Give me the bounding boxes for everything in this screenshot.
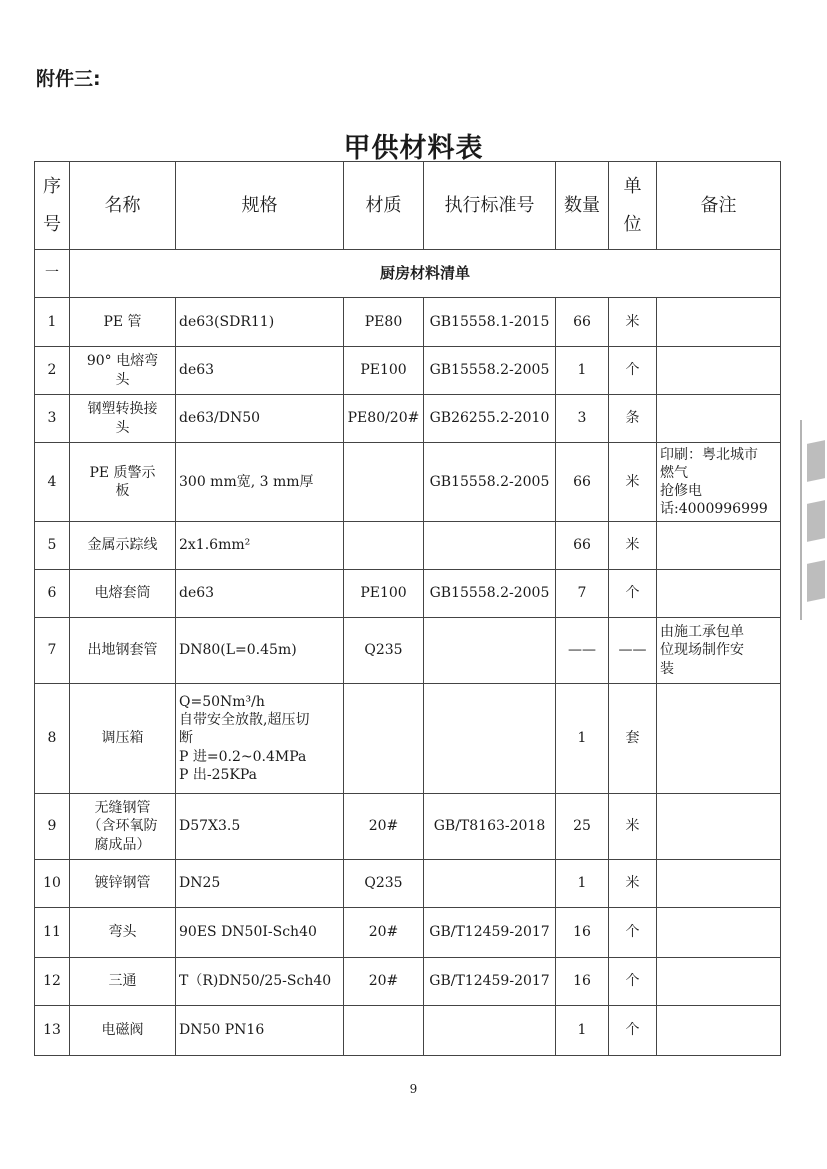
page-number: 9: [409, 1082, 418, 1096]
cell-qty: 7: [556, 570, 609, 618]
cell-no: 8: [35, 684, 70, 794]
cell-name: [70, 570, 176, 618]
cell-note: [657, 347, 781, 395]
cell-note: [657, 570, 781, 618]
cell-note-line: 装: [660, 660, 674, 677]
cell-spec-line: 自带安全放散,超压切: [179, 712, 310, 729]
cell-spec-line: de63/DN50: [179, 410, 261, 427]
cell-spec-line: DN80(L=0.45m): [179, 642, 297, 659]
cell-qty: 1: [556, 1006, 609, 1056]
cell-note: [657, 1006, 781, 1056]
cell-name-line: 板: [115, 483, 130, 499]
cell-material: 20#: [344, 908, 424, 958]
cell-spec: [176, 908, 344, 958]
cell-unit: 个: [609, 908, 657, 958]
table-row: [35, 860, 781, 908]
cell-qty: 16: [556, 908, 609, 958]
cell-material: PE100: [344, 347, 424, 395]
cell-name: [70, 347, 176, 395]
cell-no: 3: [35, 395, 70, 443]
cell-unit: ——: [609, 618, 657, 684]
cell-material: [344, 1006, 424, 1056]
cell-name-line: 头: [115, 419, 130, 436]
col-header-seq-line2: 号: [43, 213, 61, 235]
cell-unit: 米: [609, 794, 657, 860]
cell-note-line: 话:4000996999: [660, 501, 768, 518]
cell-name: [70, 443, 176, 522]
table-row: [35, 395, 781, 443]
table-row: [35, 618, 781, 684]
col-header-note: 备注: [657, 162, 781, 250]
cell-spec: [176, 794, 344, 860]
cell-spec-line: T（R)DN50/25-Sch40: [179, 973, 332, 990]
cell-name: [70, 1006, 176, 1056]
cell-unit: 米: [609, 522, 657, 570]
cell-qty: ——: [556, 618, 609, 684]
cell-spec-line: de63(SDR11): [179, 313, 275, 330]
cell-material: 20#: [344, 794, 424, 860]
cell-unit: 米: [609, 443, 657, 522]
cell-name-line: 腐成品）: [94, 836, 151, 853]
cell-note-line: 由施工承包单: [660, 624, 744, 641]
cell-note: [657, 395, 781, 443]
cell-name: [70, 684, 176, 794]
cell-name-line: 钢塑转换接: [87, 401, 158, 418]
cell-qty: 1: [556, 684, 609, 794]
cell-name: [70, 908, 176, 958]
cell-note: [657, 684, 781, 794]
cell-material: [344, 684, 424, 794]
cell-standard: [424, 618, 556, 684]
cell-name-line: 电磁阀: [101, 1022, 144, 1039]
cell-spec: [176, 443, 344, 522]
cell-material: Q235: [344, 618, 424, 684]
cell-material: Q235: [344, 860, 424, 908]
cell-no: 6: [35, 570, 70, 618]
cell-material: PE80: [344, 298, 424, 347]
col-header-standard: 执行标准号: [424, 162, 556, 250]
col-header-name: 名称: [70, 162, 176, 250]
page-title: 甲供材料表: [343, 133, 484, 164]
col-header-unit-line1: 单: [623, 176, 642, 198]
cell-name-line: 出地钢套管: [87, 642, 158, 659]
cell-spec-line: Q=50Nm³/h: [179, 694, 265, 711]
table-row: [35, 443, 781, 522]
cell-name-line: 弯头: [108, 924, 137, 941]
cell-note: [657, 522, 781, 570]
cell-qty: 66: [556, 443, 609, 522]
cell-note: [657, 908, 781, 958]
cell-spec-line: 2x1.6mm²: [179, 537, 251, 554]
cell-note: [657, 794, 781, 860]
cell-standard: GB15558.2-2005: [424, 443, 556, 522]
cell-material: 20#: [344, 958, 424, 1006]
cell-spec: [176, 347, 344, 395]
cell-no: 1: [35, 298, 70, 347]
cell-spec: [176, 684, 344, 794]
table-row: [35, 794, 781, 860]
cell-note: [657, 860, 781, 908]
table-row: [35, 570, 781, 618]
cell-name: [70, 395, 176, 443]
col-header-seq: [35, 162, 70, 250]
cell-name: [70, 298, 176, 347]
cell-note-line: 位现场制作安: [660, 642, 744, 659]
cell-spec-line: 断: [179, 730, 193, 747]
cell-note-line: 燃气: [660, 464, 688, 481]
cell-no: 7: [35, 618, 70, 684]
header-row: [35, 162, 781, 250]
cell-no: 4: [35, 443, 70, 522]
cell-spec-line: D57X3.5: [179, 818, 241, 835]
cell-qty: 1: [556, 860, 609, 908]
cell-spec: [176, 618, 344, 684]
cell-note: [657, 443, 781, 522]
col-header-unit-line2: 位: [623, 213, 642, 235]
cell-standard: GB/T8163-2018: [424, 794, 556, 860]
cell-name-line: PE 管: [103, 313, 142, 330]
cell-qty: 66: [556, 522, 609, 570]
cell-qty: 1: [556, 347, 609, 395]
cell-standard: GB/T12459-2017: [424, 958, 556, 1006]
cell-spec-line: 300 mm宽, 3 mm厚: [179, 473, 314, 490]
section-number: 一: [35, 250, 70, 298]
materials-table: [34, 161, 781, 1056]
section-row: [35, 250, 781, 298]
attachment-label: 附件三:: [36, 68, 101, 90]
cell-no: 9: [35, 794, 70, 860]
cell-spec: [176, 570, 344, 618]
cell-spec-line: de63: [179, 362, 215, 379]
cell-note-line: 抢修电: [660, 483, 702, 499]
cell-spec: [176, 1006, 344, 1056]
cell-name-line: 90° 电熔弯: [86, 353, 159, 370]
cell-spec-line: DN50 PN16: [179, 1022, 265, 1039]
cell-standard: [424, 860, 556, 908]
cell-qty: 16: [556, 958, 609, 1006]
cell-spec-line: P 出-25KPa: [179, 766, 258, 783]
table-row: [35, 684, 781, 794]
cell-spec-line: de63: [179, 585, 215, 602]
cell-name-line: 电熔套筒: [94, 585, 151, 602]
cell-spec: [176, 298, 344, 347]
cell-spec-line: P 进=0.2~0.4MPa: [179, 748, 307, 765]
cell-qty: 3: [556, 395, 609, 443]
cell-unit: 个: [609, 1006, 657, 1056]
col-header-material: 材质: [344, 162, 424, 250]
cell-standard: GB15558.2-2005: [424, 570, 556, 618]
table-row: [35, 958, 781, 1006]
cell-material: PE80/20#: [344, 395, 424, 443]
cell-unit: 条: [609, 395, 657, 443]
cell-no: 10: [35, 860, 70, 908]
binding-stamp-mark: [800, 420, 827, 620]
table-row: [35, 347, 781, 395]
cell-name-line: （含环氧防: [87, 818, 158, 835]
cell-unit: 个: [609, 347, 657, 395]
table-row: [35, 1006, 781, 1056]
cell-material: [344, 443, 424, 522]
cell-standard: GB15558.1-2015: [424, 298, 556, 347]
cell-name: [70, 618, 176, 684]
col-header-qty: 数量: [556, 162, 609, 250]
cell-spec: [176, 395, 344, 443]
cell-qty: 25: [556, 794, 609, 860]
cell-name-line: 三通: [108, 973, 137, 990]
cell-no: 5: [35, 522, 70, 570]
cell-standard: GB15558.2-2005: [424, 347, 556, 395]
cell-name-line: 无缝钢管: [94, 800, 151, 817]
cell-name-line: 调压箱: [101, 730, 144, 747]
cell-note: [657, 618, 781, 684]
cell-standard: [424, 522, 556, 570]
cell-material: PE100: [344, 570, 424, 618]
cell-spec: [176, 522, 344, 570]
cell-note: [657, 958, 781, 1006]
cell-spec: [176, 958, 344, 1006]
col-header-seq-line1: 序: [43, 176, 61, 198]
cell-unit: 个: [609, 958, 657, 1006]
cell-name: [70, 860, 176, 908]
cell-no: 11: [35, 908, 70, 958]
cell-name-line: 头: [115, 371, 130, 388]
cell-note: [657, 298, 781, 347]
cell-spec-line: DN25: [179, 875, 221, 892]
cell-no: 13: [35, 1006, 70, 1056]
cell-unit: 米: [609, 860, 657, 908]
cell-name: [70, 958, 176, 1006]
table-row: [35, 298, 781, 347]
cell-name: [70, 522, 176, 570]
cell-unit: 个: [609, 570, 657, 618]
cell-material: [344, 522, 424, 570]
col-header-spec: 规格: [176, 162, 344, 250]
cell-spec: [176, 860, 344, 908]
cell-name-line: PE 质警示: [89, 464, 156, 481]
cell-name: [70, 794, 176, 860]
cell-standard: GB/T12459-2017: [424, 908, 556, 958]
cell-note-line: 印刷：粤北城市: [660, 446, 758, 463]
cell-unit: 米: [609, 298, 657, 347]
table-row: [35, 908, 781, 958]
cell-unit: 套: [609, 684, 657, 794]
cell-name-line: 镀锌钢管: [94, 875, 151, 892]
cell-spec-line: 90ES DN50I-Sch40: [179, 924, 317, 941]
cell-standard: [424, 1006, 556, 1056]
section-title: 厨房材料清单: [70, 250, 781, 298]
cell-no: 12: [35, 958, 70, 1006]
cell-standard: [424, 684, 556, 794]
cell-no: 2: [35, 347, 70, 395]
cell-qty: 66: [556, 298, 609, 347]
table-row: [35, 522, 781, 570]
col-header-unit: [609, 162, 657, 250]
cell-name-line: 金属示踪线: [87, 537, 158, 554]
cell-standard: GB26255.2-2010: [424, 395, 556, 443]
